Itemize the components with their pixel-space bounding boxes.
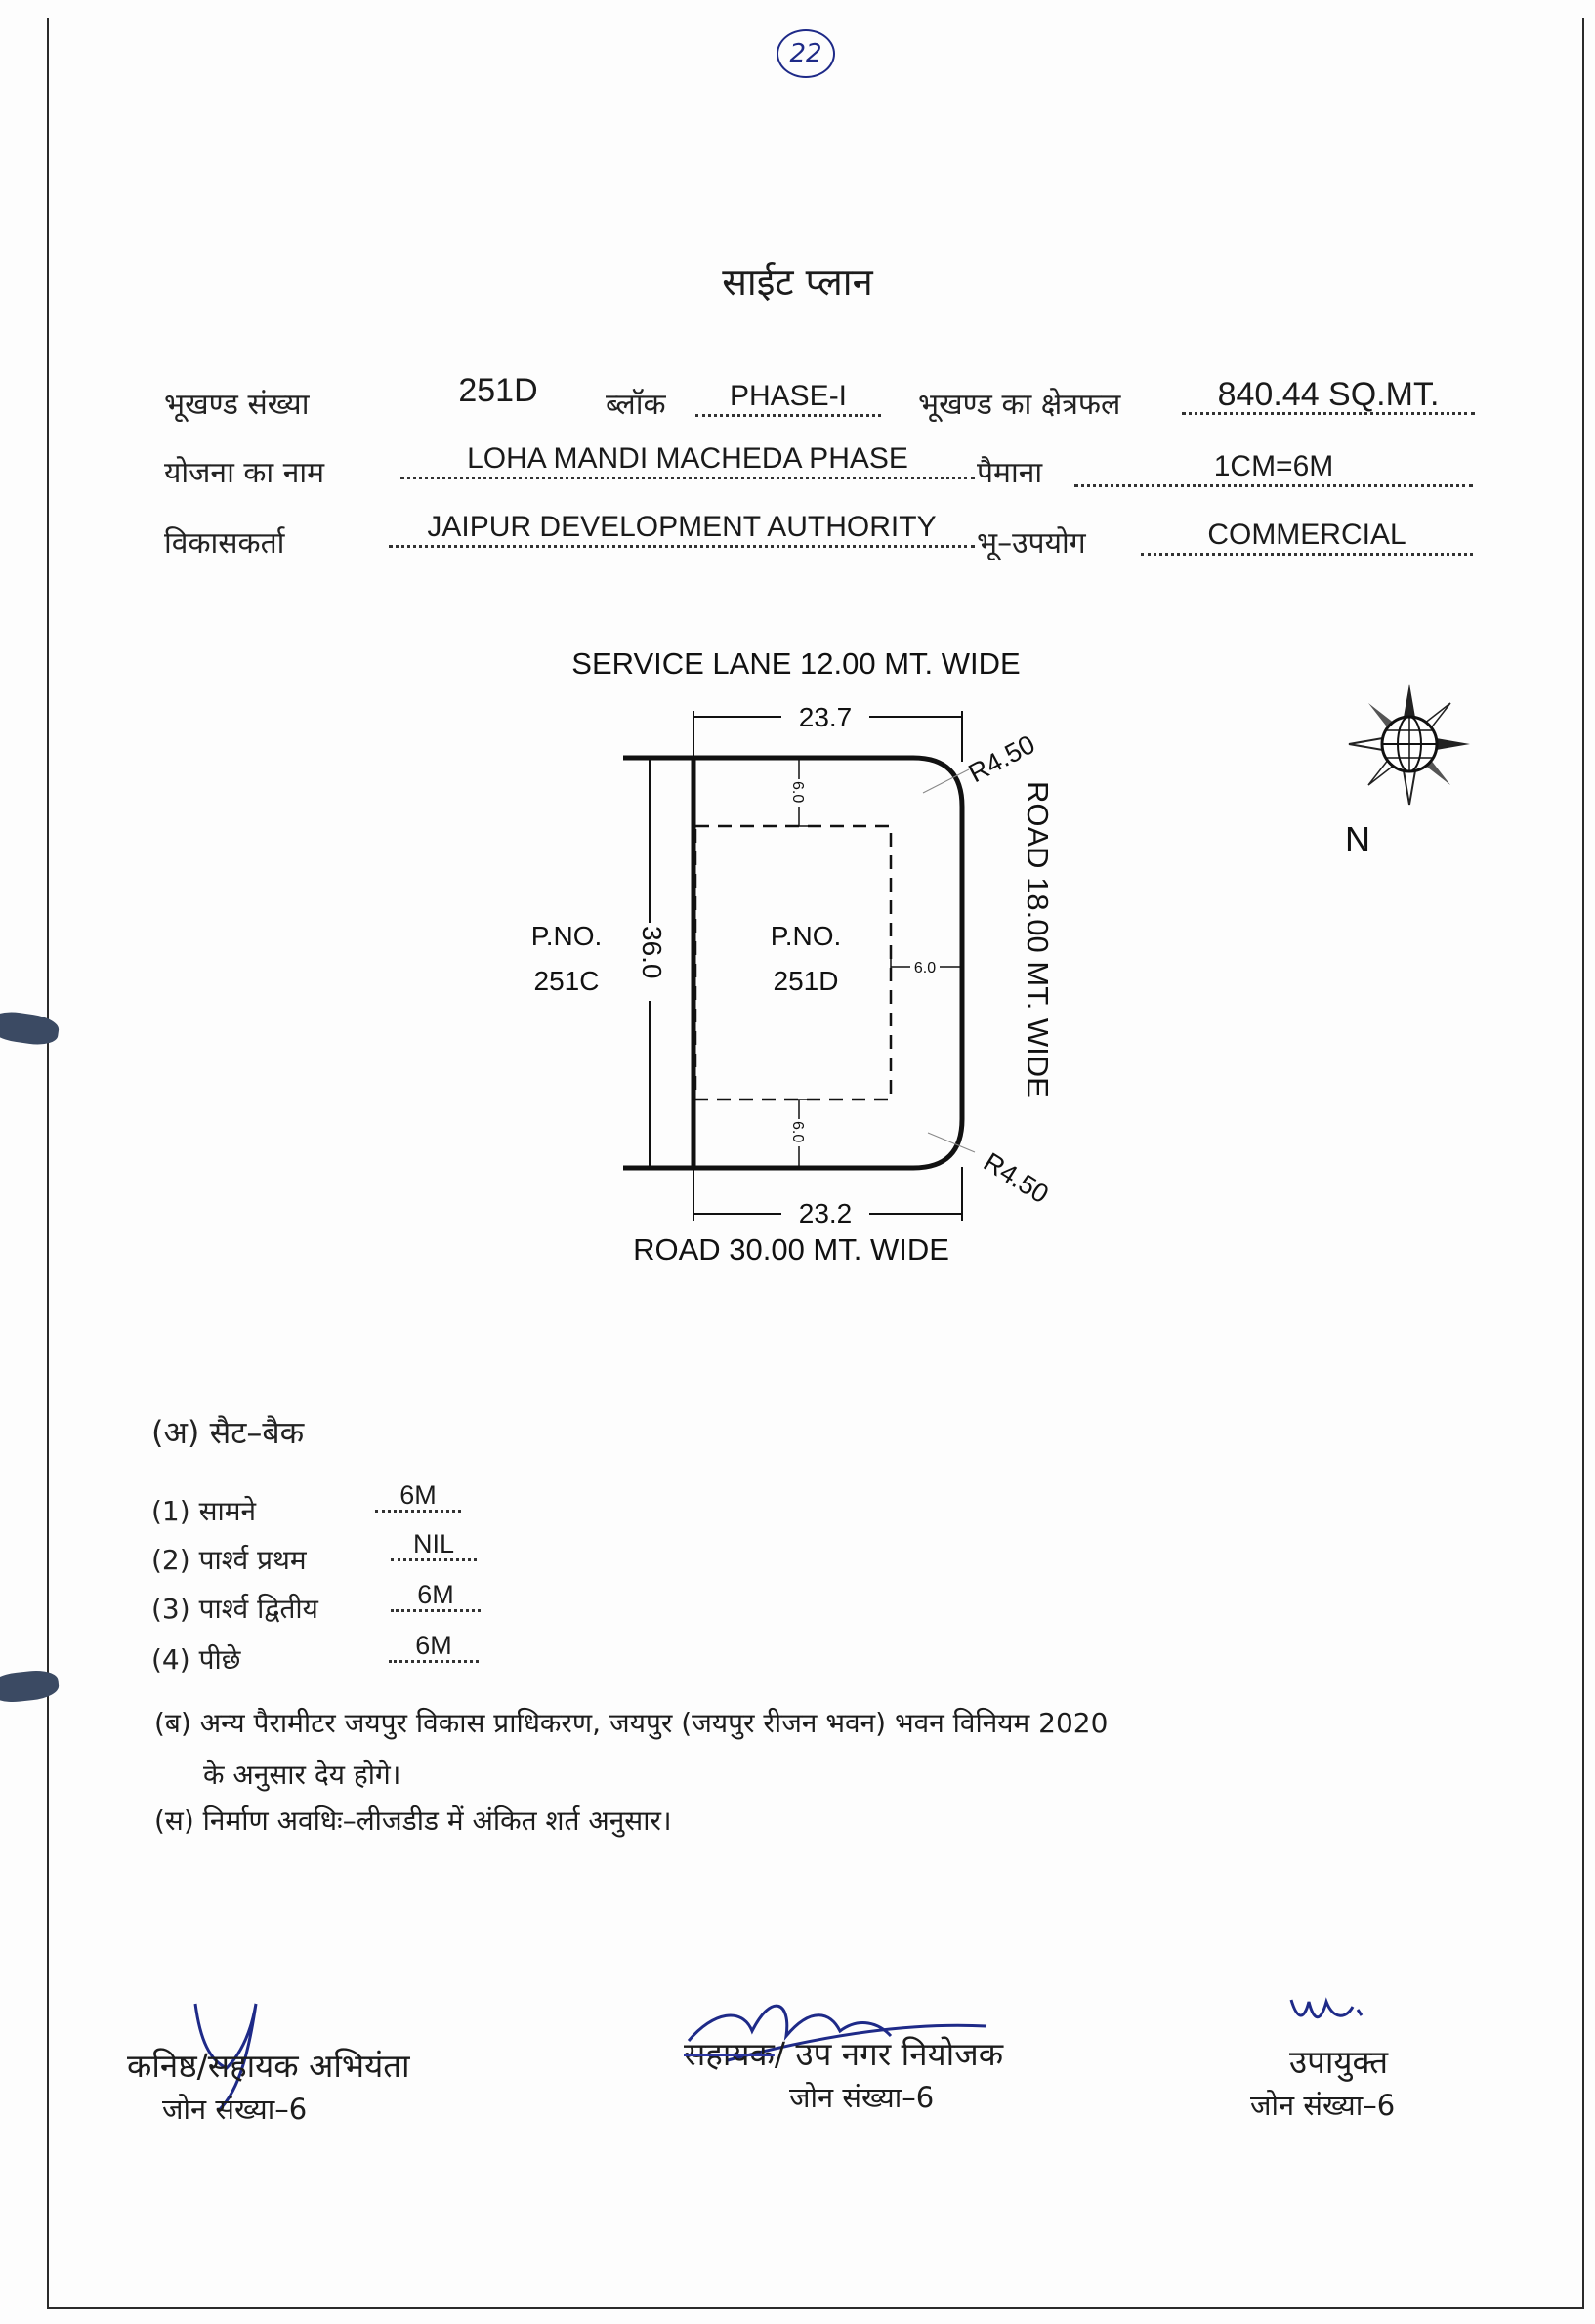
left-signatory-zone: जोन संख्या–6	[162, 2093, 308, 2126]
right-signatory-title: उपायुक्त	[1289, 2043, 1389, 2081]
bottom-dimension-label: 23.2	[798, 1198, 853, 1228]
adjacent-plot-label-1: P.NO.	[530, 921, 603, 951]
developer-value: JAIPUR DEVELOPMENT AUTHORITY	[389, 510, 975, 548]
note-b-line1: (ब) अन्य पैरामीटर जयपुर विकास प्राधिकरण, जयपुर (जयपुर रीजन भवन) भवन विनियम 2020	[154, 1707, 1109, 1739]
plot-no-value: 251D	[458, 372, 538, 409]
setback-rear-value: 6M	[389, 1631, 479, 1663]
middle-signatory-title: सहायक/ उप नगर नियोजक	[684, 2035, 1004, 2073]
right-signatory-zone: जोन संख्या–6	[1250, 2089, 1396, 2122]
setback-rear-label: (4) पीछे	[151, 1643, 241, 1676]
setback-side-first-label: (2) पार्श्व प्रथम	[151, 1544, 307, 1576]
setback-side-second-label: (3) पार्श्व द्वितीय	[151, 1593, 318, 1625]
setback-side-second-value: 6M	[391, 1580, 481, 1612]
developer-label: विकासकर्ता	[164, 526, 285, 560]
setback-front-value: 6M	[375, 1480, 461, 1513]
scheme-label: योजना का नाम	[164, 456, 325, 490]
scale-value: 1CM=6M	[1074, 449, 1473, 487]
radius-top-label: R4.50	[963, 728, 1040, 789]
note-b-line2: के अनुसार देय होगे।	[203, 1759, 401, 1791]
scale-label: पैमाना	[977, 456, 1043, 490]
page-title: साईट प्लान	[722, 261, 873, 304]
area-label: भूखण्ड का क्षेत्रफल	[918, 388, 1121, 422]
north-label: N	[1345, 819, 1370, 859]
bottom-road-label: ROAD 30.00 MT. WIDE	[633, 1232, 949, 1266]
setback-front-label: (1) सामने	[151, 1495, 257, 1527]
building-envelope	[695, 826, 891, 1100]
setback-right-label: 6.0	[913, 960, 937, 976]
setback-bottom-label: 6.0	[789, 1121, 806, 1143]
land-use-label: भू–उपयोग	[977, 526, 1086, 560]
block-value: PHASE-I	[695, 379, 881, 417]
block-label: ब्लॉक	[606, 388, 666, 422]
setback-top-label: 6.0	[789, 781, 806, 804]
plot-number-label-1: P.NO.	[770, 921, 842, 951]
top-dimension-label: 23.7	[798, 702, 853, 732]
setback-side-first-value: NIL	[391, 1529, 477, 1561]
top-road-label: SERVICE LANE 12.00 MT. WIDE	[571, 646, 1021, 681]
plot-number-label-2: 251D	[773, 966, 839, 996]
right-road-label: ROAD 18.00 MT. WIDE	[1021, 781, 1055, 1098]
note-c-line: (स) निर्माण अवधिः–लीजडीड में अंकित शर्त अनुसार।	[154, 1805, 672, 1837]
compass-icon	[1349, 684, 1470, 805]
setback-heading: (अ) सैट–बैक	[151, 1414, 305, 1451]
radius-bottom-label: R4.50	[978, 1146, 1054, 1210]
left-dimension-label: 36.0	[637, 926, 667, 979]
land-use-value: COMMERCIAL	[1141, 518, 1473, 556]
middle-signatory-zone: जोन संख्या–6	[789, 2081, 935, 2114]
scheme-value: LOHA MANDI MACHEDA PHASE	[400, 441, 975, 479]
adjacent-plot-label-2: 251C	[533, 966, 600, 996]
page-number-stamp: 22	[777, 29, 835, 78]
plot-no-label: भूखण्ड संख्या	[164, 388, 310, 422]
area-value: 840.44 SQ.MT.	[1182, 377, 1475, 415]
left-signatory-title: कनिष्ठ/सहायक अभियंता	[127, 2047, 410, 2085]
